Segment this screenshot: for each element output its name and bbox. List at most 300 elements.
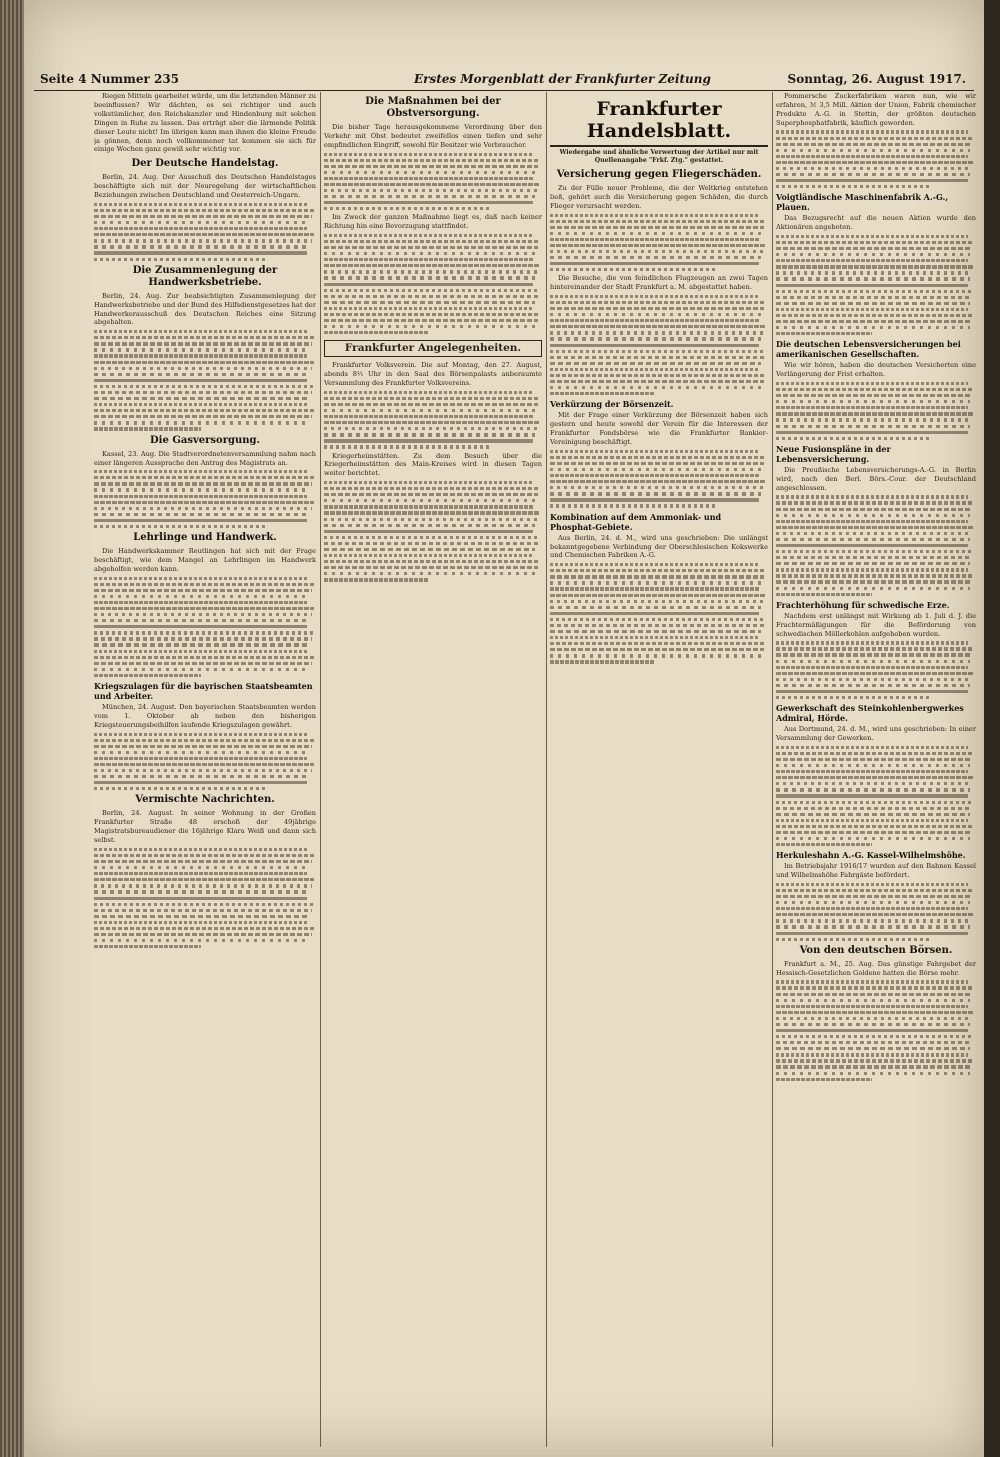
text-line — [550, 450, 759, 453]
article-paragraph: Kriegerheimstätten. Zu dem Besuch über die Kriegerheimstätten des Main-Kreises wird in diesen Tagen weiter berichtet. — [324, 451, 542, 478]
headline-gasversorgung: Die Gasversorgung. — [150, 434, 260, 446]
text-line — [94, 733, 307, 736]
text-line — [94, 921, 307, 924]
text-line — [324, 159, 540, 162]
text-line — [94, 769, 312, 772]
headline-ammoniak: Kombination auf dem Ammoniak- und Phosphat-Gebiete. — [550, 511, 722, 532]
text-line — [550, 350, 766, 353]
text-line — [550, 569, 766, 572]
headline-lebensversicherungen: Die deutschen Lebensversicherungen bei amerikanischen Gesellschaften. — [776, 339, 961, 360]
text-line — [94, 866, 309, 869]
text-line — [776, 801, 974, 804]
text-line — [550, 606, 761, 609]
text-line — [776, 1017, 972, 1020]
text-line — [324, 433, 535, 436]
column-4 — [776, 92, 976, 1447]
column-rule — [546, 92, 547, 1447]
text-line — [776, 1035, 974, 1038]
text-line — [776, 235, 968, 238]
text-line — [94, 903, 314, 906]
article-body — [550, 563, 768, 663]
text-line — [324, 331, 429, 334]
headline-voigtlaendische: Voigtländische Maschinenfabrik A.-G., Plauen. — [776, 192, 949, 213]
text-line — [776, 431, 968, 434]
text-line — [550, 374, 766, 377]
article-body — [776, 382, 976, 440]
page-gutter — [0, 0, 24, 1457]
column-1 — [94, 92, 316, 1447]
text-line — [94, 258, 265, 261]
text-line — [550, 504, 718, 507]
text-line — [94, 415, 312, 418]
text-line — [550, 474, 759, 477]
text-line — [776, 1053, 968, 1056]
article-paragraph: Aus Dortmund, 24. d. M., wird uns geschrieben: In einer Versammlung der Gewerken. — [776, 725, 976, 743]
text-line — [324, 560, 540, 563]
headline-vermischte: Vermischte Nachrichten. — [135, 794, 275, 806]
text-line — [550, 313, 761, 316]
text-line — [550, 356, 764, 359]
text-line — [324, 505, 533, 508]
headline-fliegerschaeden: Versicherung gegen Fliegerschäden. — [556, 169, 762, 180]
text-line — [550, 331, 764, 334]
text-line — [776, 400, 970, 403]
text-line — [324, 518, 538, 521]
article-body — [324, 153, 542, 211]
text-line — [94, 848, 307, 851]
text-line — [324, 554, 533, 557]
article-body — [776, 746, 976, 846]
text-line — [550, 250, 764, 253]
text-line — [550, 486, 764, 489]
text-line — [324, 578, 429, 581]
text-line — [94, 227, 307, 230]
text-line — [324, 421, 540, 424]
article-paragraph: Im Betriebsjahr 1916/17 wurden auf den Bahnen Kassel und Wilhelmshöhe Fahrgäste befördert. — [776, 862, 976, 880]
article-paragraph: Wie wir hören, haben die deutschen Versicherten eine Verlängerung der Frist erhalten. — [776, 361, 976, 379]
text-line — [776, 253, 970, 256]
text-line — [324, 572, 535, 575]
text-line — [324, 264, 540, 267]
text-line — [324, 445, 492, 448]
text-line — [776, 825, 974, 828]
text-line — [324, 246, 538, 249]
text-line — [776, 320, 972, 323]
text-line — [776, 770, 968, 773]
headline-lehrlinge: Lehrlinge und Handwerk. — [133, 532, 277, 544]
headline-fusionsplaene: Neue Fusionspläne in der Lebensversicherung. — [776, 443, 891, 464]
text-line — [776, 837, 970, 840]
article-paragraph: Die Preußische Lebensversicherungs-A.-G. in Berlin wird, nach den Berl. Börs.-Cour. der Deutschland angeschlossen. — [776, 465, 976, 492]
article-body — [94, 330, 316, 430]
text-line — [550, 344, 759, 347]
text-line — [94, 233, 314, 236]
text-line — [776, 568, 968, 571]
newspaper-page — [24, 0, 984, 1457]
text-line — [776, 155, 968, 158]
text-line — [324, 307, 533, 310]
article-paragraph: Nachdem erst unlängst mit Wirkung ab 1. Juli d. J. die Frachtermäßigungen für die Beförderung von schwedischen Möllerkohlen aufgehoben wurden. — [776, 611, 976, 638]
article-paragraph: Aus Berlin, 24. d. M., wird uns geschrieben: Die unlängst bekanntgegebene Verbindung der Oberschlesischen Kokswerke und Chemischen Fabriken A.-G. — [550, 533, 768, 560]
text-line — [94, 245, 309, 248]
text-line — [324, 530, 533, 533]
text-line — [324, 391, 533, 394]
text-line — [776, 130, 968, 133]
text-line — [776, 302, 970, 305]
text-line — [776, 514, 970, 517]
text-line — [550, 386, 761, 389]
text-line — [324, 542, 538, 545]
article-body — [94, 848, 316, 948]
text-line — [94, 933, 312, 936]
headline-boersenzeit: Verkürzung der Börsenzeit. — [550, 399, 674, 410]
text-line — [550, 636, 759, 639]
text-line — [94, 342, 312, 345]
text-line — [776, 641, 968, 644]
text-line — [776, 265, 974, 268]
text-line — [776, 247, 972, 250]
text-line — [94, 668, 309, 671]
text-line — [776, 308, 968, 311]
text-line — [776, 1065, 972, 1068]
text-line — [776, 1041, 972, 1044]
text-line — [776, 382, 968, 385]
text-line — [94, 631, 314, 634]
headline-boersen: Von den deutschen Börsen. — [799, 944, 953, 956]
text-line — [324, 153, 533, 156]
text-line — [94, 945, 201, 948]
text-line — [776, 813, 970, 816]
text-line — [776, 782, 972, 785]
text-line — [94, 872, 307, 875]
text-line — [324, 481, 533, 484]
text-line — [550, 660, 655, 663]
text-line — [550, 214, 759, 217]
text-line — [776, 919, 972, 922]
text-line — [776, 752, 974, 755]
text-line — [94, 927, 314, 930]
text-line — [94, 385, 314, 388]
text-line — [776, 831, 972, 834]
text-line — [550, 392, 655, 395]
text-line — [324, 189, 538, 192]
text-line — [94, 251, 307, 254]
text-line — [776, 999, 970, 1002]
text-line — [324, 276, 535, 279]
text-line — [324, 177, 533, 180]
text-line — [776, 684, 970, 687]
text-line — [550, 380, 764, 383]
text-line — [94, 513, 309, 516]
text-line — [550, 368, 759, 371]
text-line — [94, 884, 312, 887]
article-body — [776, 641, 976, 699]
text-line — [94, 601, 307, 604]
text-line — [776, 1072, 970, 1075]
text-line — [324, 295, 538, 298]
text-line — [94, 583, 314, 586]
text-line — [776, 593, 872, 596]
text-line — [550, 575, 764, 578]
text-line — [776, 501, 974, 504]
text-line — [776, 556, 972, 559]
text-line — [324, 183, 540, 186]
text-line — [776, 495, 968, 498]
text-line — [776, 394, 972, 397]
text-line — [776, 259, 968, 262]
text-line — [550, 468, 761, 471]
text-line — [776, 173, 970, 176]
text-line — [94, 854, 314, 857]
text-line — [324, 258, 533, 261]
text-line — [550, 600, 764, 603]
article-body — [776, 130, 976, 188]
text-line — [776, 889, 974, 892]
text-line — [94, 674, 201, 677]
text-line — [94, 501, 314, 504]
text-line — [550, 325, 766, 328]
text-line — [776, 678, 972, 681]
text-line — [776, 574, 974, 577]
article-paragraph: Im Zweck der ganzen Maßnahme liegt es, daß nach keiner Richtung hin eine Bevorzugung stattfindet. — [324, 213, 542, 231]
text-line — [776, 672, 974, 675]
lead-paragraph: Riegen Mitteln gearbeitet würde, um die letztenden Männer zu beeinflussen? Wir dächten, es sei richtiger und auch volkstümlicher, den Reichskanzler und Hindenburg mit solchen Dingen in Ruhe zu lassen. Das erträgt aber die lärmende Politik dieser Leute nicht! Im übrigen kann man ihnen die kleine Freude ja gönnen, denn noch vollkommener tat kommen sie sich für einige Wochen ganz gewiß sehr wichtig vor. — [94, 92, 316, 154]
text-line — [776, 332, 872, 335]
text-line — [324, 301, 535, 304]
text-line — [776, 277, 970, 280]
text-line — [550, 301, 766, 304]
page-right-margin — [984, 0, 1000, 1457]
text-line — [776, 907, 968, 910]
text-line — [94, 781, 307, 784]
text-line — [324, 270, 538, 273]
text-line — [94, 860, 312, 863]
text-line — [776, 580, 972, 583]
text-line — [550, 492, 761, 495]
text-line — [94, 915, 309, 918]
text-line — [776, 562, 970, 565]
text-line — [776, 788, 970, 791]
reprint-notice: Wiedergabe und ähnliche Verwertung der Artikel nur mit Quellenangabe "Frkf. Ztg." gestattet. — [559, 149, 759, 164]
article-paragraph: Pommersche Zuckerfabriken waren nun, wie wir erfahren, ℳ 3,5 Mill. Aktien der Union, Fabrik chemischer Produkte A.-G. in Stettin, der größten deutschen Superphosphatfabrik, käuflich geworden. — [776, 92, 976, 127]
text-line — [324, 566, 538, 569]
column-2 — [324, 92, 542, 1447]
text-line — [94, 361, 314, 364]
text-line — [94, 662, 312, 665]
text-line — [94, 897, 307, 900]
text-line — [776, 544, 968, 547]
text-line — [550, 319, 759, 322]
text-line — [324, 201, 533, 204]
text-line — [776, 696, 930, 699]
text-line — [94, 482, 312, 485]
text-line — [776, 986, 974, 989]
text-line — [776, 508, 972, 511]
text-line — [94, 643, 309, 646]
text-line — [94, 525, 265, 528]
text-line — [550, 563, 759, 566]
text-line — [776, 418, 972, 421]
text-line — [94, 373, 309, 376]
text-line — [776, 993, 972, 996]
text-line — [550, 480, 766, 483]
text-line — [94, 427, 201, 430]
text-line — [324, 325, 535, 328]
text-line — [776, 185, 930, 188]
text-line — [94, 209, 314, 212]
article-body — [776, 883, 976, 941]
article-paragraph: Kassel, 23. Aug. Die Stadtverordnetenversammlung nahm nach einer längeren Aussprache den Antrag des Magistrats an. — [94, 449, 316, 467]
text-line — [776, 746, 968, 749]
text-line — [550, 268, 718, 271]
article-paragraph: München, 24. August. Den bayerischen Staatsbeamten werden vom 1. Oktober ab neben den bisherigen Kriegsteuerungsbeihilfen laufende Kriegszulagen gewährt. — [94, 703, 316, 729]
article-body — [94, 733, 316, 791]
article-body — [324, 391, 542, 449]
article-paragraph: Die Besuche, die von feindlichen Flugzeugen an zwei Tagen hintereinander der Stadt Frankfurt a. M. abgestattet haben. — [550, 274, 768, 292]
text-line — [776, 550, 974, 553]
text-line — [324, 403, 538, 406]
text-line — [324, 524, 535, 527]
text-line — [94, 519, 307, 522]
headline-admiral: Gewerkschaft des Steinkohlenbergwerkes Admiral, Hörde. — [776, 703, 964, 724]
text-line — [550, 581, 761, 584]
text-line — [324, 536, 540, 539]
article-paragraph: Berlin, 24. Aug. Zur beabsichtigten Zusammenlegung der Handwerksbetriebe und der Bund des Hilfsdienstgesetzes hat der Handwerkerausschuß des Deutschen Reiches eine Sitzung abgehalten. — [94, 291, 316, 327]
text-line — [776, 538, 970, 541]
text-line — [324, 165, 538, 168]
article-paragraph: Das Bezugsrecht auf die neuen Aktien wurde den Aktionären angeboten. — [776, 214, 976, 232]
text-line — [94, 595, 309, 598]
text-line — [776, 647, 974, 650]
text-line — [94, 763, 314, 766]
text-line — [776, 938, 930, 941]
text-line — [776, 412, 974, 415]
text-line — [94, 403, 307, 406]
text-line — [550, 630, 761, 633]
text-line — [776, 819, 968, 822]
text-line — [94, 751, 309, 754]
text-line — [324, 195, 535, 198]
column-rule — [772, 92, 773, 1447]
text-line — [94, 397, 309, 400]
text-line — [94, 589, 312, 592]
text-line — [94, 221, 309, 224]
text-line — [776, 520, 968, 523]
article-body — [324, 234, 542, 334]
masthead — [34, 70, 974, 91]
text-line — [94, 470, 307, 473]
text-line — [94, 637, 312, 640]
text-line — [776, 271, 972, 274]
text-line — [776, 167, 972, 170]
article-paragraph: Berlin, 24. Aug. Der Ausschuß des Deutschen Handelstages beschäftigte sich mit der Neuregelung der wirtschaftlichen Beziehungen zwischen Deutschland und Oesterreich-Ungarn. — [94, 173, 316, 200]
text-line — [94, 607, 314, 610]
article-paragraph: Frankfurter Volksverein. Die auf Montag, den 27. August, abends 8½ Uhr in den Saal des Börsenpalasts anberaumte Versammlung des Frankfurter Volksvereins. — [324, 361, 542, 388]
text-line — [776, 653, 972, 656]
text-line — [776, 179, 968, 182]
text-line — [94, 239, 312, 242]
headline-frachterhoehung: Frachterhöhung für schwedische Erze. — [776, 599, 950, 610]
text-line — [776, 143, 972, 146]
text-line — [776, 913, 974, 916]
text-line — [776, 314, 974, 317]
article-body — [776, 495, 976, 595]
text-line — [550, 462, 764, 465]
text-line — [776, 794, 968, 797]
text-line — [94, 909, 312, 912]
text-line — [324, 313, 540, 316]
text-line — [550, 456, 766, 459]
text-line — [94, 619, 309, 622]
text-line — [776, 901, 970, 904]
text-line — [324, 487, 540, 490]
text-line — [94, 890, 309, 893]
article-paragraph: Die bisher Tage herausgekommene Verordnung über den Verkehr mit Obst bedeutet zweifellos einen tiefen und sehr empfindlichen Eingriff, sowohl für Besitzer wie Verbraucher. — [324, 123, 542, 149]
headline-handelstag: Der Deutsche Handelstag. — [131, 158, 279, 170]
text-line — [776, 388, 974, 391]
text-line — [776, 241, 974, 244]
article-paragraph: Die Handwerkskammer Reutlingen hat sich mit der Frage beschäftigt, wie dem Mangel an Lehrlingen im Handwerk abgeholfen werden kann. — [94, 547, 316, 573]
text-line — [324, 252, 535, 255]
text-line — [776, 149, 970, 152]
issue-date: Sonntag, 26. August 1917. — [787, 72, 966, 86]
text-line — [776, 326, 970, 329]
text-line — [94, 739, 314, 742]
headline-handwerksbetriebe: Die Zusammenlegung der Handwerksbetriebe. — [132, 264, 278, 288]
text-line — [94, 367, 312, 370]
text-line — [94, 348, 309, 351]
text-line — [550, 654, 761, 657]
text-line — [776, 290, 974, 293]
text-line — [94, 336, 314, 339]
text-line — [776, 532, 972, 535]
text-line — [550, 624, 764, 627]
article-paragraph: Zu der Fülle neuer Probleme, die der Weltkrieg entstehen ließ, gehört auch die Versicherung gegen Schäden, die durch Flieger verursacht werden. — [550, 184, 768, 210]
text-line — [776, 690, 968, 693]
text-line — [94, 379, 307, 382]
text-line — [94, 488, 309, 491]
text-line — [776, 776, 974, 779]
text-line — [550, 256, 761, 259]
text-line — [324, 171, 535, 174]
text-line — [324, 234, 533, 237]
text-line — [94, 613, 312, 616]
text-line — [776, 883, 968, 886]
article-paragraph: Frankfurt a. M., 25. Aug. Das günstige Fahrgebet der Hessisch-Gesetzlichen Goldene hatten die Börse mehr. — [776, 959, 976, 977]
text-line — [550, 612, 759, 615]
text-line — [94, 391, 312, 394]
article-body — [776, 980, 976, 1080]
article-body — [550, 295, 768, 395]
text-line — [324, 207, 492, 210]
text-line — [550, 648, 764, 651]
text-line — [776, 758, 972, 761]
text-line — [776, 161, 974, 164]
article-body — [550, 214, 768, 272]
text-line — [324, 511, 540, 514]
text-line — [550, 642, 766, 645]
text-line — [94, 215, 312, 218]
text-line — [94, 495, 307, 498]
article-body — [776, 235, 976, 335]
newspaper-title: Erstes Morgenblatt der Frankfurter Zeitung — [414, 72, 711, 86]
text-line — [94, 787, 265, 790]
headline-angelegenheiten: Frankfurter Angelegenheiten. — [324, 340, 542, 357]
text-line — [776, 666, 968, 669]
text-line — [776, 980, 968, 983]
headline-kriegszulagen: Kriegszulagen für die bayrischen Staatsbeamten und Arbeiter. — [94, 681, 313, 702]
article-body — [550, 450, 768, 508]
